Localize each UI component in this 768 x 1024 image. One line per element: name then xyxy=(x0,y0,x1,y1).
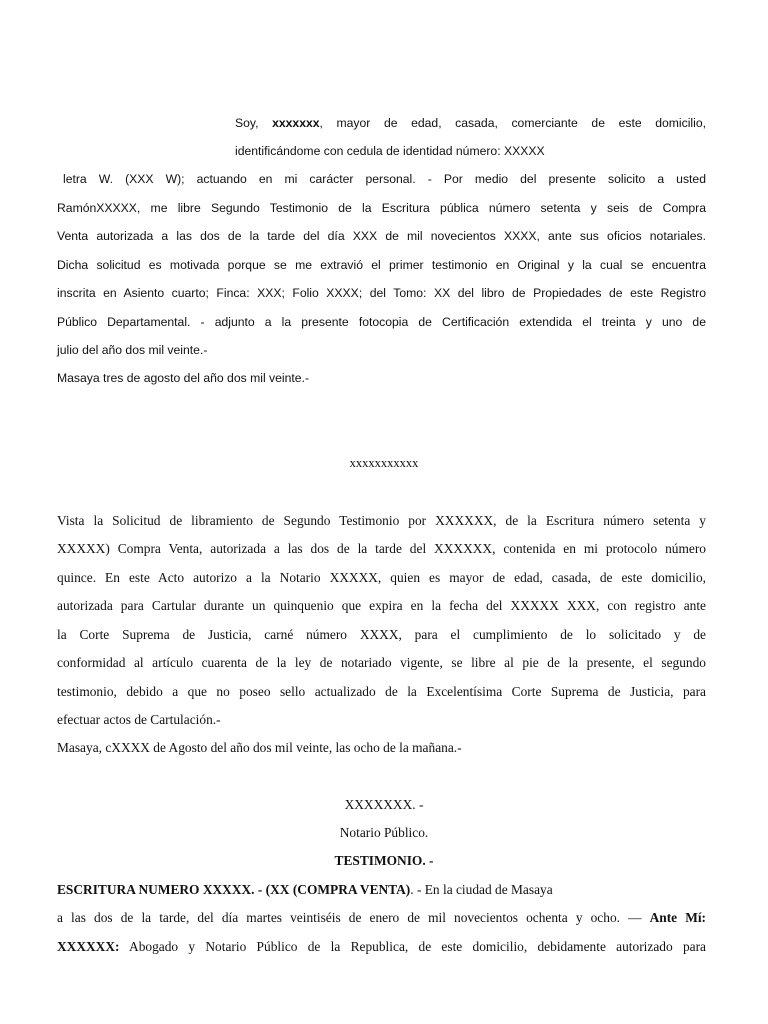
testimonio-line-2: a las dos de la tarde, del día martes veintiséis de enero de mil novecientos ochenta y ocho. — Ante Mí: xyxy=(57,910,707,925)
request-line-9: julio del año dos mil veinte.- xyxy=(57,343,208,357)
resolution-line-5: la Corte Suprema de Justicia, carné número XXXX, para el cumplimiento de lo solicitado y de xyxy=(57,627,706,642)
testimonio-line-1: ESCRITURA NUMERO XXXXX. - (XX (COMPRA VENTA). - En la ciudad de Masaya xyxy=(57,882,553,897)
notary-role: Notario Público. xyxy=(339,825,429,840)
request-line-6: Dicha solicitud es motivada porque se me extravió el primer testimonio en Original y la cual se encuentra xyxy=(57,258,706,272)
resolution-line-2: XXXXX) Compra Venta, autorizada a las dos de la tarde del XXXXXX, contenida en mi protocolo número xyxy=(57,541,706,556)
request-line-2: identificándome con cedula de identidad número: XXXXX xyxy=(235,144,545,158)
request-line-8: Público Departamental. - adjunto a la presente fotocopia de Certificación extendida el treinta y uno de xyxy=(57,315,706,329)
request-line-4: RamónXXXXX, me libre Segundo Testimonio de la Escritura pública número setenta y seis de Compra xyxy=(57,201,706,215)
resolution-line-3: quince. En este Acto autorizo a la Notario XXXXX, quien es mayor de edad, casada, de este domicilio, xyxy=(57,570,706,585)
requester-name: xxxxxxx xyxy=(272,116,320,130)
testimonio-heading: TESTIMONIO. - xyxy=(334,853,434,868)
resolution-line-6: conformidad al artículo cuarenta de la ley de notariado vigente, se libre al pie de la presente, el segundo xyxy=(57,655,706,670)
request-line-5: Venta autorizada a las dos de la tarde del día XXX de mil novecientos XXXX, ante sus oficios notariales. xyxy=(57,229,706,243)
resolution-line-1: Vista la Solicitud de libramiento de Segundo Testimonio por XXXXXX, de la Escritura número setenta y xyxy=(57,513,706,528)
resolution-date: Masaya, cXXXX de Agosto del año dos mil veinte, las ocho de la mañana.- xyxy=(57,740,462,755)
testimonio-line-3: XXXXXX: Abogado y Notario Público de la Republica, de este domicilio, debidamente autorizado para xyxy=(57,939,706,954)
resolution-line-8: efectuar actos de Cartulación.- xyxy=(57,712,221,727)
request-date: Masaya tres de agosto del año dos mil veinte.- xyxy=(57,371,310,385)
notary-name: XXXXXXX. - xyxy=(344,797,424,812)
requester-signature: xxxxxxxxxxx xyxy=(349,456,419,470)
request-line-3: letra W. (XXX W); actuando en mi carácter personal. - Por medio del presente solicito a usted xyxy=(63,172,706,186)
request-line-1: Soy, xxxxxxx, mayor de edad, casada, comerciante de este domicilio, xyxy=(235,116,706,130)
resolution-line-7: testimonio, debido a que no poseo sello actualizado de la Excelentísima Corte Suprema de Justicia, para xyxy=(57,684,706,699)
resolution-line-4: autorizada para Cartular durante un quinquenio que expira en la fecha del XXXXX XXX, con registro ante xyxy=(57,598,706,613)
request-line-7: inscrita en Asiento cuarto; Finca: XXX; Folio XXXX; del Tomo: XX del libro de Propiedades de este Registro xyxy=(57,286,706,300)
